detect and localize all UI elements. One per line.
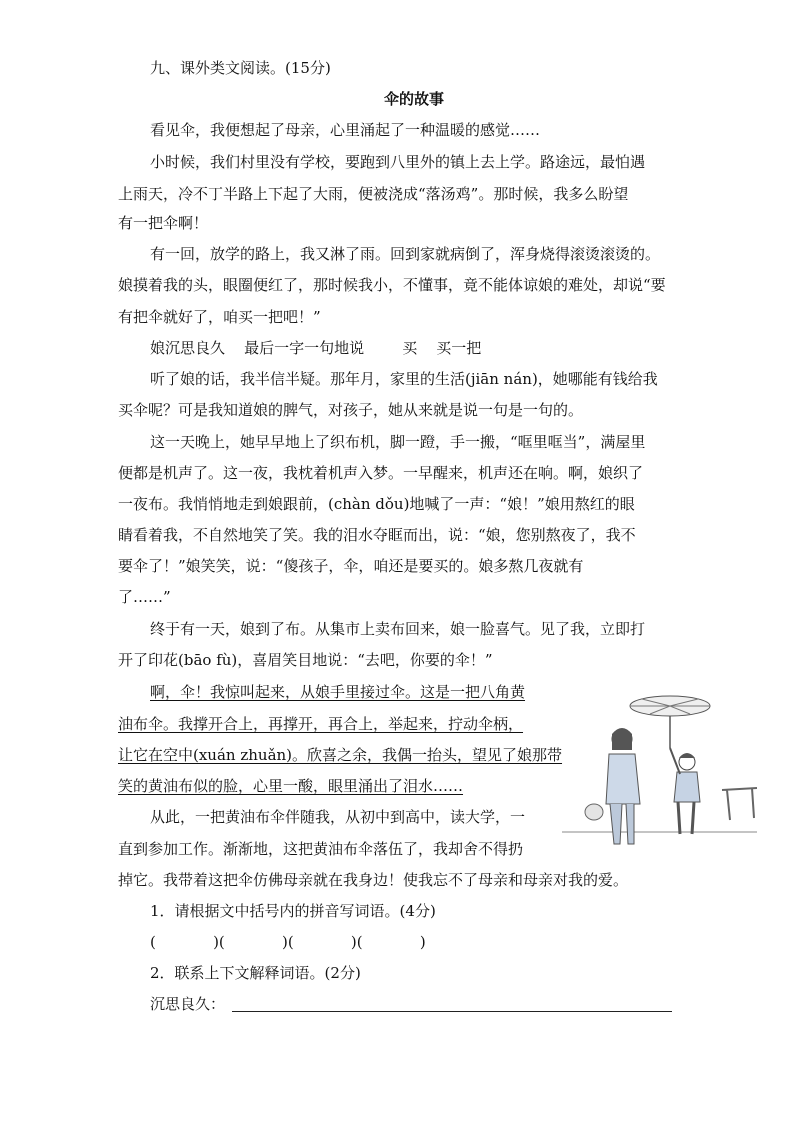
question-2: 2．联系上下文解释词语。(2分) (150, 964, 361, 982)
paragraph-line: 从此，一把黄油布伞伴随我，从初中到高中，读大学，一 (150, 808, 526, 826)
answer-line[interactable] (232, 1010, 672, 1012)
paragraph-line: 终于有一天，娘到了布。从集市上卖布回来，娘一脸喜气。见了我，立即打 (150, 620, 646, 638)
paragraph-line: 开了印花(bāo fù)，喜眉笑目地说：“去吧，你要的伞！” (118, 651, 493, 669)
question-1-blanks[interactable]: ( )( )( )( ) (150, 933, 426, 951)
paragraph-line: 有把伞就好了，咱买一把吧！” (118, 308, 321, 326)
paragraph-line: 了……” (118, 588, 171, 606)
paragraph-line: 睛看着我，不自然地笑了笑。我的泪水夺眶而出，说：“娘，您别熬夜了，我不 (118, 526, 636, 544)
paragraph-line: 掉它。我带着这把伞仿佛母亲就在我身边！使我忘不了母亲和母亲对我的爱。 (118, 871, 629, 889)
question-2-label: 沉思良久： (150, 995, 226, 1013)
paragraph-line: 看见伞，我便想起了母亲，心里涌起了一种温暖的感觉…… (150, 121, 541, 139)
question-1: 1．请根据文中括号内的拼音写词语。(4分) (150, 902, 436, 920)
paragraph-line: 一夜布。我悄悄地走到娘跟前，(chàn dǒu)地喊了一声：“娘！”娘用熬红的眼 (118, 495, 635, 513)
story-title: 伞的故事 (384, 90, 445, 108)
underlined-line: 油布伞。我撑开合上，再撑开，再合上，举起来，拧动伞柄， (118, 715, 524, 733)
paragraph-line: 听了娘的话，我半信半疑。那年月，家里的生活(jiān nán)，她哪能有钱给我 (150, 370, 658, 388)
paragraph-line: 小时候，我们村里没有学校，要跑到八里外的镇上去上学。路途远，最怕遇 (150, 153, 646, 171)
paragraph-line: 上雨天，冷不丁半路上下起了大雨，便被浇成“落汤鸡”。那时候，我多么盼望 (118, 185, 629, 203)
underlined-line: 笑的黄油布似的脸，心里一酸，眼里涌出了泪水…… (118, 777, 464, 795)
punctuation-exercise: 娘沉思良久 最后一字一句地说 买 买一把 (150, 339, 482, 357)
paragraph-line: 买伞呢？可是我知道娘的脾气，对孩子，她从来就是说一句是一句的。 (118, 401, 584, 419)
paragraph-line: 直到参加工作。渐渐地，这把黄油布伞落伍了，我却舍不得扔 (118, 840, 524, 858)
underlined-line: 啊，伞！我惊叫起来，从娘手里接过伞。这是一把八角黄 (150, 683, 526, 701)
section-heading: 九、课外类文阅读。(15分) (150, 59, 331, 77)
underlined-line: 让它在空中(xuán zhuǎn)。欣喜之余，我偶一抬头，望见了娘那带 (118, 746, 563, 764)
paragraph-line: 有一回，放学的路上，我又淋了雨。回到家就病倒了，浑身烧得滚烫滚烫的。 (150, 245, 661, 263)
paragraph-line: 有一把伞啊！ (118, 214, 209, 232)
paragraph-line: 便都是机声了。这一夜，我枕着机声入梦。一早醒来，机声还在响。啊，娘织了 (118, 464, 644, 482)
paragraph-line: 要伞了！”娘笑笑，说：“傻孩子，伞，咱还是要买的。娘多熬几夜就有 (118, 557, 584, 575)
mother-child-umbrella-illustration (562, 684, 757, 856)
paragraph-line: 这一天晚上，她早早地上了织布机，脚一蹬，手一搬，“哐里哐当”，满屋里 (150, 433, 646, 451)
paragraph-line: 娘摸着我的头，眼圈便红了，那时候我小，不懂事，竟不能体谅娘的难处，却说“要 (118, 276, 666, 294)
